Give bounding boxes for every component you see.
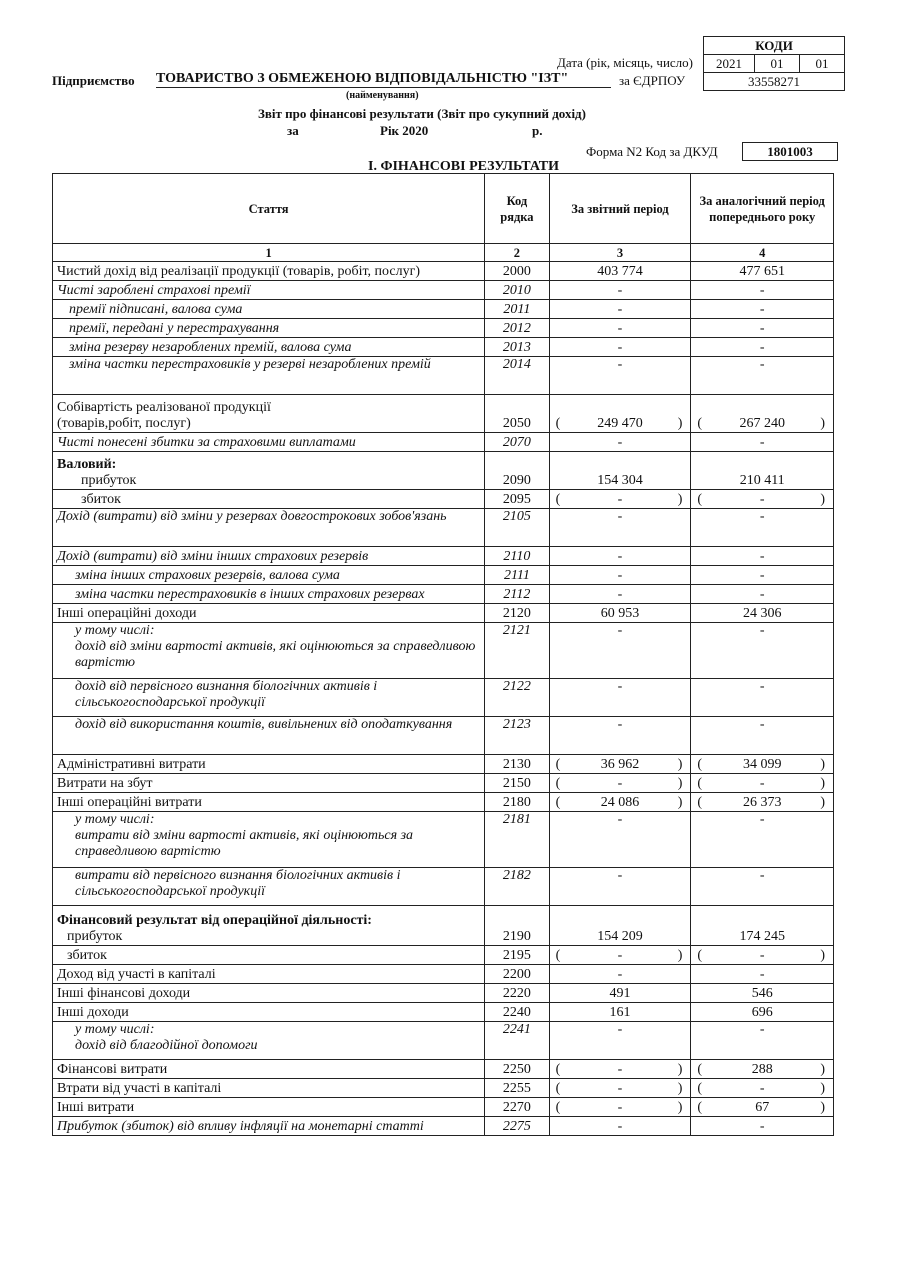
- row-label: Дохід (витрати) від зміни інших страхових резервів: [53, 547, 485, 566]
- period-value: Рік 2020: [380, 123, 429, 138]
- row-current: -: [549, 281, 691, 300]
- section-title: І. ФІНАНСОВІ РЕЗУЛЬТАТИ: [368, 159, 560, 174]
- table-row: [53, 1003, 834, 1022]
- row-code: 2123: [485, 717, 549, 755]
- row-label: Витрати на збут: [53, 774, 485, 793]
- row-label-line1: Собівартість реалізованої продукції: [57, 400, 271, 415]
- row-label: Доход від участі в капіталі: [53, 965, 485, 984]
- row-label: [53, 395, 485, 433]
- row-current: -: [549, 585, 691, 604]
- row-prev: 210 411: [691, 452, 834, 490]
- row-prev: -: [691, 1022, 834, 1060]
- enterprise-name: ТОВАРИСТВО З ОБМЕЖЕНОЮ ВІДПОВІДАЛЬНІСТЮ "ІЗТ": [156, 71, 611, 88]
- row-label: Інші операційні доходи: [53, 604, 485, 623]
- row-code: 2275: [485, 1117, 549, 1136]
- value: -: [617, 1081, 623, 1096]
- row-label: Чисті зароблені страхові премії: [53, 281, 485, 300]
- row-label-line1: у тому числі:: [75, 1022, 155, 1037]
- row-label: зміна резерву незароблених премій, валова сума: [53, 338, 485, 357]
- col-header-prev: За аналогічний період попереднього року: [691, 174, 834, 244]
- naming-note: (найменування): [346, 90, 419, 101]
- row-current: -: [549, 319, 691, 338]
- row-prev: ( 288 ): [691, 1060, 834, 1079]
- row-code: 2120: [485, 604, 549, 623]
- period-suffix: р.: [532, 123, 543, 138]
- table-row: [53, 774, 834, 793]
- table-row: [53, 452, 834, 490]
- row-code: 2111: [485, 566, 549, 585]
- table-row: [53, 395, 834, 433]
- row-code: 2122: [485, 679, 549, 717]
- row-prev: -: [691, 300, 834, 319]
- row-current: ( - ): [549, 946, 691, 965]
- value: -: [617, 776, 623, 791]
- value: -: [759, 492, 765, 507]
- row-label: Інші операційні витрати: [53, 793, 485, 812]
- col-num-1: 1: [53, 244, 485, 262]
- codes-table: [703, 36, 845, 91]
- row-label: зміна частки перестраховиків в інших страхових резервах: [53, 585, 485, 604]
- row-code: 2105: [485, 509, 549, 547]
- row-prev: ( 67 ): [691, 1098, 834, 1117]
- table-row: [53, 1098, 834, 1117]
- row-current: 154 304: [549, 452, 691, 490]
- row-current: ( 24 086 ): [549, 793, 691, 812]
- row-code: 2270: [485, 1098, 549, 1117]
- row-prev: ( - ): [691, 774, 834, 793]
- value: 249 470: [597, 416, 643, 431]
- row-prev: 696: [691, 1003, 834, 1022]
- row-label-line2: прибуток: [81, 473, 137, 488]
- table-row: [53, 319, 834, 338]
- row-code: 2012: [485, 319, 549, 338]
- row-label: Чисті понесені збитки за страховими виплатами: [53, 433, 485, 452]
- row-current: ( 36 962 ): [549, 755, 691, 774]
- row-prev: -: [691, 717, 834, 755]
- row-code: 2050: [485, 395, 549, 433]
- row-current: ( - ): [549, 490, 691, 509]
- row-code: 2181: [485, 812, 549, 868]
- row-code: 2011: [485, 300, 549, 319]
- row-label: [53, 452, 485, 490]
- row-code: 2130: [485, 755, 549, 774]
- row-current: -: [549, 300, 691, 319]
- table-row: [53, 623, 834, 679]
- dkud-code: 1801003: [742, 142, 838, 161]
- row-code: 2255: [485, 1079, 549, 1098]
- row-current: ( - ): [549, 774, 691, 793]
- row-label: зміна частки перестраховиків у резерві незароблених премій: [53, 357, 485, 395]
- financial-results-table: [52, 173, 834, 1136]
- value: 34 099: [742, 757, 782, 772]
- value: -: [617, 948, 623, 963]
- table-row: [53, 755, 834, 774]
- table-row: [53, 679, 834, 717]
- row-label-line2: прибуток: [67, 929, 123, 944]
- row-prev: ( - ): [691, 490, 834, 509]
- row-label: витрати від первісного визнання біологічних активів і сільськогосподарської продукції: [53, 868, 485, 906]
- row-prev: -: [691, 338, 834, 357]
- value: -: [617, 1100, 623, 1115]
- col-header-item: Стаття: [53, 174, 485, 244]
- row-code: 2200: [485, 965, 549, 984]
- row-current: -: [549, 717, 691, 755]
- col-header-code: Код рядка: [485, 174, 549, 244]
- row-prev: -: [691, 357, 834, 395]
- row-label: Прибуток (збиток) від впливу інфляції на монетарні статті: [53, 1117, 485, 1136]
- row-label: Адміністративні витрати: [53, 755, 485, 774]
- row-label-line2: витрати від зміни вартості активів, які оцінюються за справедливою вартістю: [75, 828, 414, 859]
- row-prev: -: [691, 319, 834, 338]
- row-code: 2190: [485, 906, 549, 946]
- date-label: Дата (рік, місяць, число): [557, 55, 693, 70]
- row-current: 403 774: [549, 262, 691, 281]
- row-code: 2112: [485, 585, 549, 604]
- row-code: 2070: [485, 433, 549, 452]
- row-label: [53, 906, 485, 946]
- row-label: дохід від первісного визнання біологічних активів і сільськогосподарської продукції: [53, 679, 485, 717]
- row-current: -: [549, 1022, 691, 1060]
- value: 288: [751, 1062, 773, 1077]
- table-row: [53, 1060, 834, 1079]
- value: -: [759, 776, 765, 791]
- table-row: [53, 300, 834, 319]
- table-row: [53, 717, 834, 755]
- row-code: 2110: [485, 547, 549, 566]
- row-current: -: [549, 433, 691, 452]
- row-label: премії підписані, валова сума: [53, 300, 485, 319]
- row-label: премії, передані у перестрахування: [53, 319, 485, 338]
- row-label: Чистий дохід від реалізації продукції (товарів, робіт, послуг): [53, 262, 485, 281]
- period-prefix: за: [287, 123, 299, 138]
- row-prev: ( 26 373 ): [691, 793, 834, 812]
- row-current: -: [549, 357, 691, 395]
- row-label: Інші витрати: [53, 1098, 485, 1117]
- form-label: Форма N2 Код за ДКУД: [586, 144, 718, 159]
- row-prev: -: [691, 433, 834, 452]
- table-row: [53, 793, 834, 812]
- table-row: [53, 812, 834, 868]
- table-row: [53, 509, 834, 547]
- row-code: 2000: [485, 262, 549, 281]
- row-label-line2: (товарів,робіт, послуг): [57, 416, 191, 431]
- value: 26 373: [742, 795, 782, 810]
- row-code: 2241: [485, 1022, 549, 1060]
- value: -: [617, 1062, 623, 1077]
- row-prev: -: [691, 1117, 834, 1136]
- row-current: -: [549, 509, 691, 547]
- gross-label: Валовий:: [57, 457, 117, 472]
- table-row: [53, 1117, 834, 1136]
- row-current: -: [549, 812, 691, 868]
- row-current: -: [549, 965, 691, 984]
- table-row: [53, 357, 834, 395]
- table-row: [53, 281, 834, 300]
- row-code: 2220: [485, 984, 549, 1003]
- date-day: 01: [800, 55, 845, 73]
- value: -: [759, 1081, 765, 1096]
- row-label: збиток: [53, 946, 485, 965]
- row-code: 2250: [485, 1060, 549, 1079]
- value: 67: [755, 1100, 770, 1115]
- row-current: 154 209: [549, 906, 691, 946]
- row-label-line2: дохід від зміни вартості активів, які оцінюються за справедливою вартістю: [75, 639, 476, 670]
- report-title: Звіт про фінансові результати (Звіт про сукупний дохід): [258, 106, 586, 121]
- col-num-2: 2: [485, 244, 549, 262]
- table-row: [53, 585, 834, 604]
- value: -: [617, 492, 623, 507]
- table-row: [53, 868, 834, 906]
- row-current: ( 249 470 ): [549, 395, 691, 433]
- row-prev: -: [691, 868, 834, 906]
- row-label-line1: у тому числі:: [75, 623, 155, 638]
- fin-result-label: Фінансовий результат від операційної діяльності:: [57, 913, 372, 928]
- row-label: Інші доходи: [53, 1003, 485, 1022]
- row-prev: ( - ): [691, 946, 834, 965]
- row-label: [53, 812, 485, 868]
- row-label: Дохід (витрати) від зміни у резервах довгострокових зобов'язань: [53, 509, 485, 547]
- row-prev: 477 651: [691, 262, 834, 281]
- table-row: [53, 262, 834, 281]
- row-current: -: [549, 566, 691, 585]
- table-row: [53, 566, 834, 585]
- date-year: 2021: [704, 55, 755, 73]
- row-prev: ( - ): [691, 1079, 834, 1098]
- row-code: 2240: [485, 1003, 549, 1022]
- row-current: -: [549, 338, 691, 357]
- table-row: [53, 1079, 834, 1098]
- table-row: [53, 984, 834, 1003]
- table-row: [53, 433, 834, 452]
- row-current: ( - ): [549, 1098, 691, 1117]
- table-row: [53, 338, 834, 357]
- row-label: [53, 623, 485, 679]
- row-label-line1: у тому числі:: [75, 812, 155, 827]
- enterprise-label: Підприємство: [52, 73, 135, 88]
- row-current: 60 953: [549, 604, 691, 623]
- row-code: 2010: [485, 281, 549, 300]
- row-current: ( - ): [549, 1060, 691, 1079]
- row-prev: 546: [691, 984, 834, 1003]
- row-current: -: [549, 623, 691, 679]
- row-code: 2180: [485, 793, 549, 812]
- row-prev: 174 245: [691, 906, 834, 946]
- value: -: [759, 948, 765, 963]
- row-code: 2090: [485, 452, 549, 490]
- table-row: [53, 490, 834, 509]
- row-code: 2121: [485, 623, 549, 679]
- col-num-4: 4: [691, 244, 834, 262]
- row-label: [53, 1022, 485, 1060]
- value: 36 962: [600, 757, 640, 772]
- row-prev: -: [691, 812, 834, 868]
- row-current: 491: [549, 984, 691, 1003]
- row-label: Фінансові витрати: [53, 1060, 485, 1079]
- row-code: 2013: [485, 338, 549, 357]
- row-label: дохід від використання коштів, вивільнених від оподаткування: [53, 717, 485, 755]
- value: 24 086: [600, 795, 640, 810]
- row-label: зміна інших страхових резервів, валова сума: [53, 566, 485, 585]
- row-current: -: [549, 868, 691, 906]
- row-current: -: [549, 547, 691, 566]
- row-prev: -: [691, 281, 834, 300]
- codes-header: КОДИ: [704, 37, 845, 55]
- col-header-current: За звітний період: [549, 174, 691, 244]
- table-row: [53, 946, 834, 965]
- row-prev: -: [691, 623, 834, 679]
- row-code: 2095: [485, 490, 549, 509]
- row-prev: ( 267 240 ): [691, 395, 834, 433]
- row-code: 2150: [485, 774, 549, 793]
- row-prev: -: [691, 566, 834, 585]
- row-label: збиток: [53, 490, 485, 509]
- row-code: 2195: [485, 946, 549, 965]
- table-row: [53, 906, 834, 946]
- edrpou-label: за ЄДРПОУ: [619, 73, 686, 88]
- row-label-line2: дохід від благодійної допомоги: [75, 1038, 258, 1053]
- row-prev: -: [691, 509, 834, 547]
- row-prev: -: [691, 965, 834, 984]
- row-prev: -: [691, 679, 834, 717]
- table-row: [53, 965, 834, 984]
- row-prev: 24 306: [691, 604, 834, 623]
- row-current: 161: [549, 1003, 691, 1022]
- row-code: 2014: [485, 357, 549, 395]
- row-label: Втрати від участі в капіталі: [53, 1079, 485, 1098]
- date-month: 01: [755, 55, 800, 73]
- row-prev: -: [691, 585, 834, 604]
- row-current: -: [549, 679, 691, 717]
- row-label: Інші фінансові доходи: [53, 984, 485, 1003]
- table-row: [53, 604, 834, 623]
- edrpou-code: 33558271: [704, 73, 845, 91]
- row-current: -: [549, 1117, 691, 1136]
- row-code: 2182: [485, 868, 549, 906]
- table-row: [53, 547, 834, 566]
- row-prev: ( 34 099 ): [691, 755, 834, 774]
- row-prev: -: [691, 547, 834, 566]
- col-num-3: 3: [549, 244, 691, 262]
- row-current: ( - ): [549, 1079, 691, 1098]
- value: 267 240: [739, 416, 785, 431]
- table-row: [53, 1022, 834, 1060]
